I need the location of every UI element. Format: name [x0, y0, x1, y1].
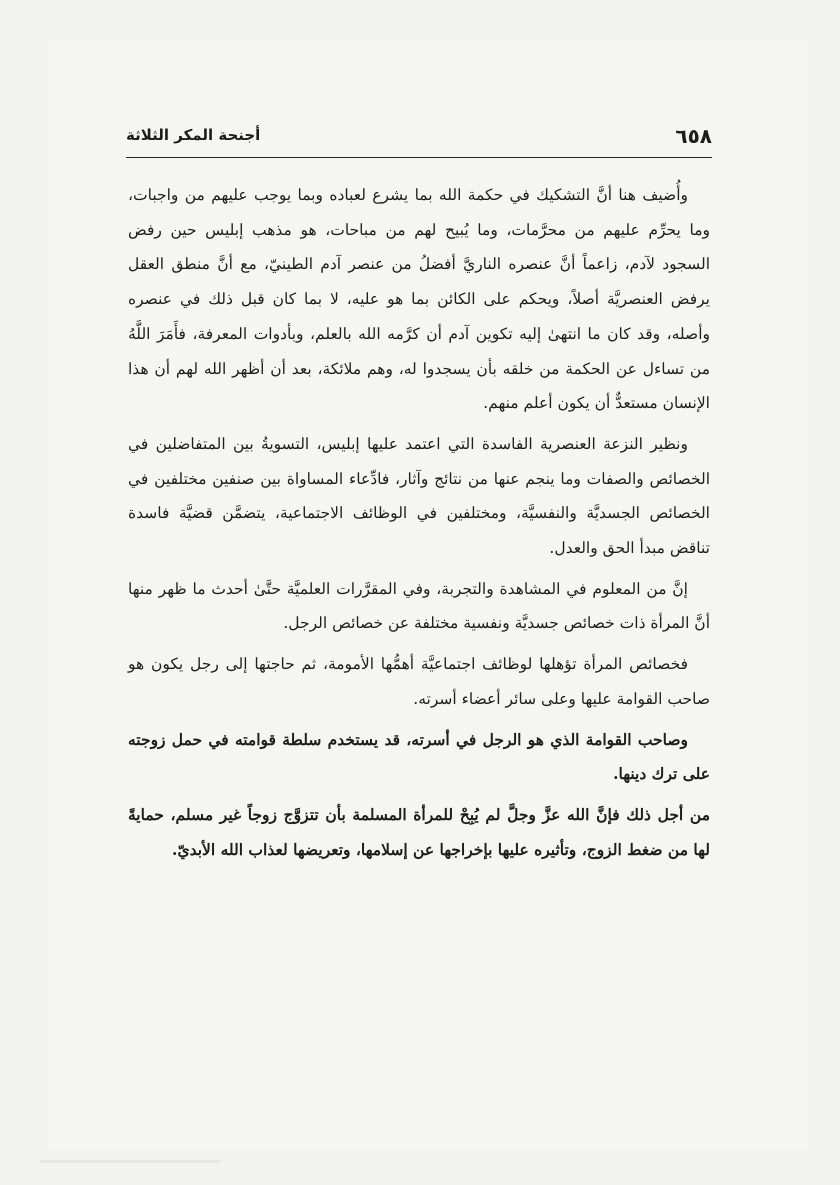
page-number: ٦٥٨	[675, 124, 712, 148]
paragraph: فخصائص المرأة تؤهلها لوظائف اجتماعيَّة أهمُّها الأمومة، ثم حاجتها إلى رجل يكون هو صاحب القوامة عليها وعلى سائر أعضاء أسرته.	[128, 655, 710, 708]
page-header	[126, 120, 712, 158]
paragraph: ونظير النزعة العنصرية الفاسدة التي اعتمد عليها إبليس، التسويةُ بين المتفاضلين في الخصائص والصفات وما ينجم عنها من نتائج وآثار، فادِّعاء المساواة بين صنفين مختلفين في الخصائص الجسديَّة والنفسيَّة، ومختلفين في الوظائف الاجتماعية، يتضمَّن قضيَّة فاسدة تناقض مبدأ الحق والعدل.	[128, 434, 710, 558]
paragraph: وصاحب القوامة الذي هو الرجل في أسرته، قد يستخدم سلطة قوامته في حمل زوجته على ترك دينها.	[128, 729, 710, 784]
paragraph: وأُضيف هنا أنَّ التشكيك في حكمة الله بما يشرع لعباده وبما يوجب عليهم من واجبات، وما يحرِّم عليهم من محرَّمات، وما يُبيح لهم من مباحات، هو مذهب إبليس حين رفض السجود لآدم، زاعماً أنَّ عنصره الناريَّ أفضلُ من عنصر آدم الطينيّ، مع أنَّ منطق العقل يرفض العنصريَّة أصلاً، ويحكم على الكائن بما هو عليه، لا بما كان قبل ذلك في عنصره وأصله، وقد كان ما انتهىٰ إليه تكوين آدم أن كرَّمه الله بالعلم، وبأدوات المعرفة، فأَمَرَ اللَّهُ من تساءل عن الحكمة من خلقه بأن يسجدوا له، وهم ملائكة، بعد أن أظهر الله لهم أن هذا الإنسان مستعدٌّ أن يكون أعلم منهم.	[128, 186, 710, 413]
header-rule	[126, 157, 712, 158]
paragraph: إنَّ من المعلوم في المشاهدة والتجربة، وفي المقرَّرات العلميَّة حتَّىٰ أحدث ما ظهر منها أنَّ المرأة ذات خصائص جسديَّة ونفسية مختلفة عن خصائص الرجل.	[128, 579, 710, 633]
running-title: أجنحة المكر الثلاثة	[126, 126, 261, 144]
scan-smudge	[40, 1160, 220, 1163]
paragraph: من أجل ذلك فإنَّ الله عزَّ وجلَّ لم يُبِحْ للمرأة المسلمة بأن تتزوَّج زوجاً غير مسلم، حمايةً لها من ضغط الزوج، وتأثيره عليها بإخراجها عن إسلامها، وتعريضها لعذاب الله الأبديّ.	[128, 804, 710, 859]
page-body	[128, 178, 710, 873]
